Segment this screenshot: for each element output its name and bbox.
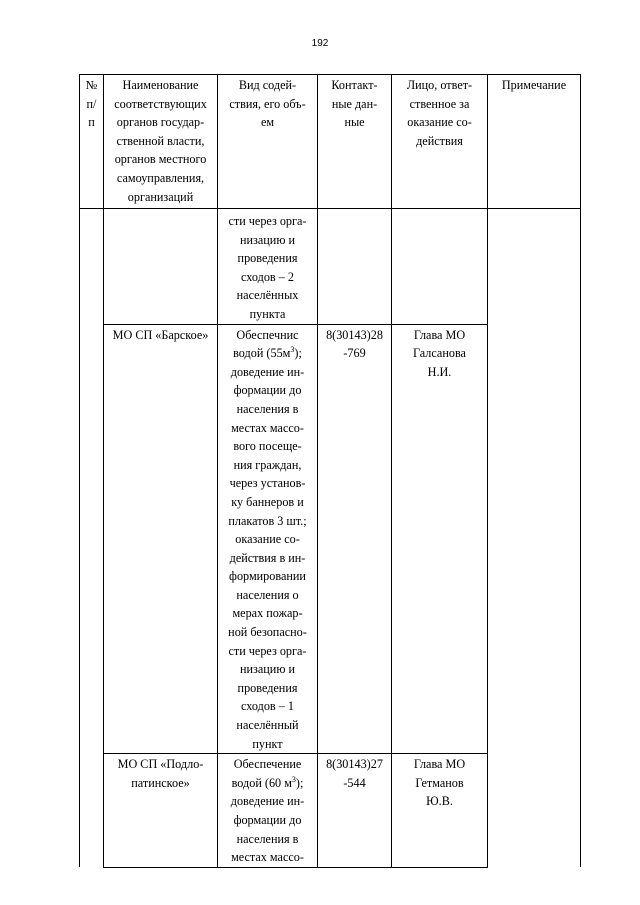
note-cell [488, 209, 581, 868]
table-header-row [80, 75, 581, 209]
assistance-kind-cell [218, 754, 318, 868]
assistance-kind-cell: сти через орга- низацию и проведения сходов – 2 населённых пункта [218, 209, 318, 325]
assistance-table [79, 74, 581, 868]
header-assistance-kind: Вид содей- ствия, его объ- ем [218, 75, 318, 209]
responsible-person-cell: Глава МО Гетманов Ю.В. [392, 754, 488, 868]
superscript: 3 [290, 345, 295, 355]
organ-cell: МО СП «Барское» [104, 324, 218, 754]
header-organ: Наименование соответствующих органов государ- ственной власти, органов местного самоуправления, организаций [104, 75, 218, 209]
contact-cell: 8(30143)28 -769 [318, 324, 392, 754]
table-row [80, 209, 581, 325]
contact-cell: 8(30143)27 -544 [318, 754, 392, 868]
kind-text: Обеспечение водой (60 м [231, 757, 302, 790]
kind-text: ); доведение ин- формации до населения в местах массо- [230, 775, 305, 865]
kind-text: ); доведение ин- формации до населения в местах массо- вого посеще- ния граждан, через установ- ку баннеров и плакатов 3 шт.; оказание со- действия в ин- формировании населения о мерах пожар- ной безопасно- сти через орга- низацию и проведения сходов – 1 населённый пункт [228, 346, 307, 751]
organ-cell [104, 209, 218, 325]
superscript: 3 [291, 774, 296, 784]
header-number: № п/ п [80, 75, 104, 209]
assistance-kind-cell [218, 324, 318, 754]
organ-cell: МО СП «Подло- патинское» [104, 754, 218, 868]
header-note: Примечание [488, 75, 581, 209]
header-contact: Контакт- ные дан- ные [318, 75, 392, 209]
responsible-person-cell: Глава МО Галсанова Н.И. [392, 324, 488, 754]
number-cell [80, 209, 104, 868]
header-responsible-person: Лицо, ответ- ственное за оказание со- действия [392, 75, 488, 209]
responsible-person-cell [392, 209, 488, 325]
page-number: 192 [311, 38, 329, 49]
kind-text: Обеспечнис водой (55м [233, 327, 299, 361]
contact-cell [318, 209, 392, 325]
